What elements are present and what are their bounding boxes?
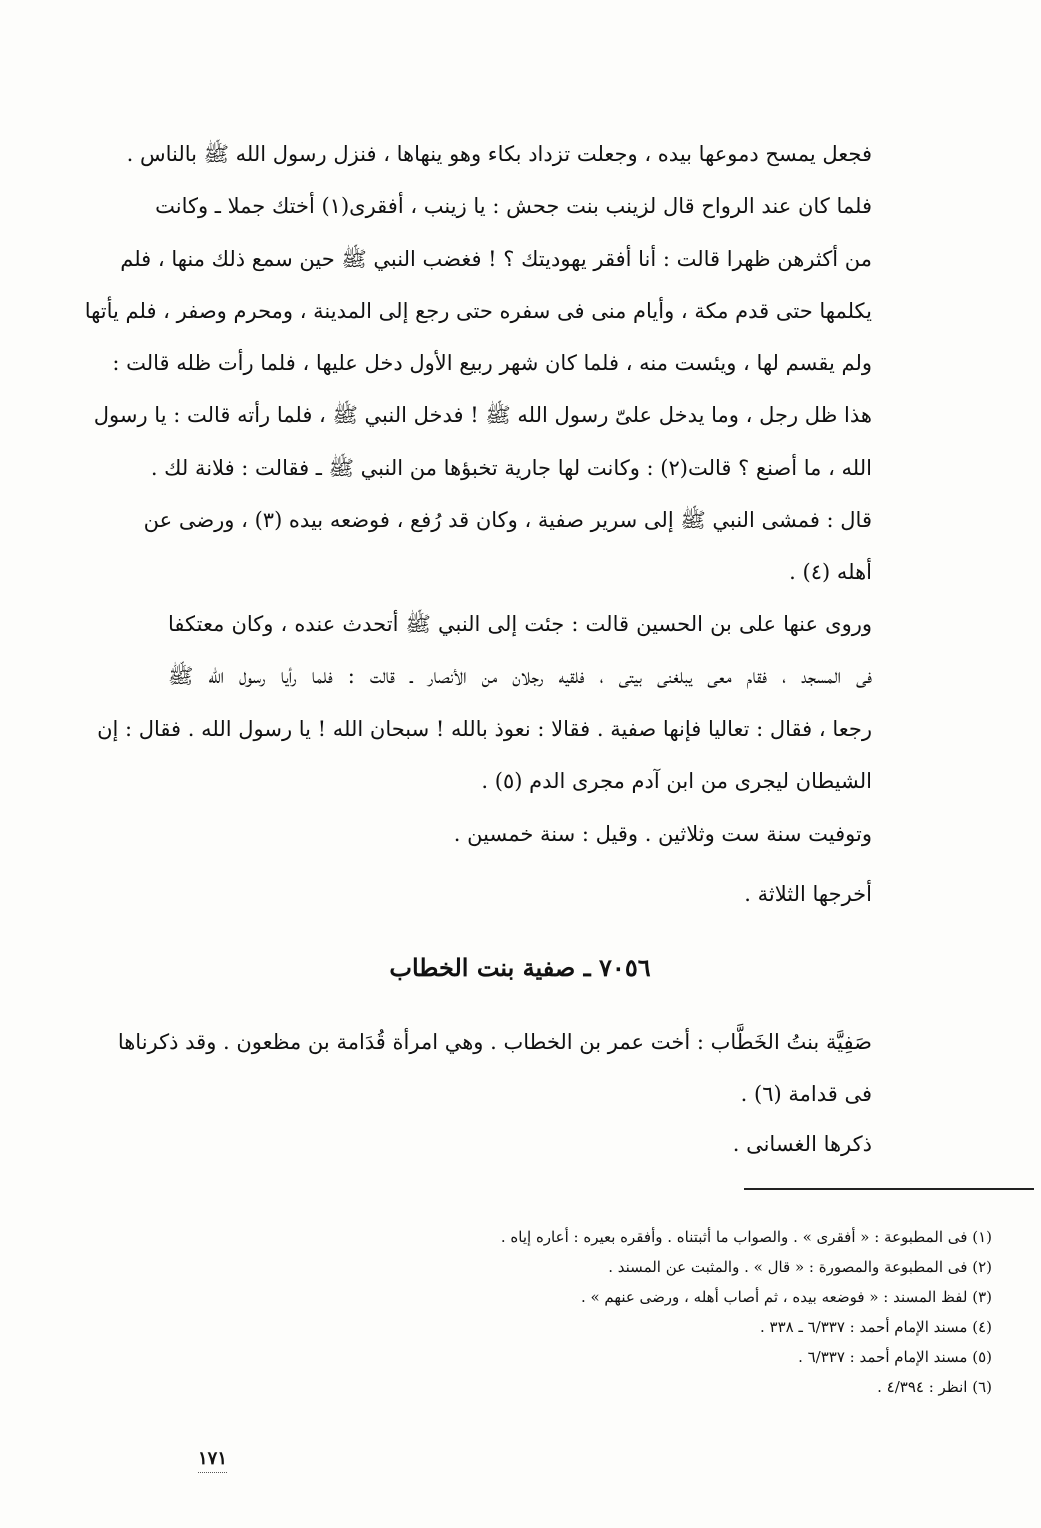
entry-heading: ٧٠٥٦ ـ صفية بنت الخطاب (389, 953, 651, 982)
text-line: قال : فمشى النبي ﷺ إلى سرير صفية ، وكان قد رُفع ، فوضعه بيده (٣) ، ورضى عن (143, 508, 872, 533)
text-line: أهله (٤) . (789, 560, 872, 585)
paragraph-safiyya-bint-khattab (117, 1016, 872, 1121)
text-line: وتوفيت سنة ست وثلاثين . وقيل : سنة خمسين . (453, 822, 872, 846)
text-line: وروى عنها على بن الحسين قالت : جئت إلى النبي ﷺ أتحدث عنده ، وكان معتكفا (168, 612, 872, 636)
text-line: رجعا ، فقال : تعاليا فإنها صفية . فقالا : نعوذ بالله ! سبحان الله ! يا رسول الله . فقال : إن (97, 716, 872, 741)
text-line: الله ، ما أصنع ؟ قالت(٢) : وكانت لها جارية تخبؤها من النبي ﷺ ـ فقالت : فلانة لك . (150, 455, 872, 480)
text-line: ولم يقسم لها ، ويئست منه ، فلما كان شهر ربيع الأول دخل عليها ، فلما رأت ظله قالت : (112, 351, 872, 376)
text-line: الشيطان ليجرى من ابن آدم مجرى الدم (٥) . (481, 768, 872, 793)
footnote-item: (٣) لفظ المسند : « فوضعه بيده ، ثم أصاب أهله ، ورضى عنهم » . (580, 1288, 992, 1306)
paragraph-death-date (168, 808, 872, 860)
text-line: ذكرها الغسانى . (732, 1132, 872, 1156)
paragraph-safiyya-story (84, 128, 872, 599)
page-number: ١٧١ (198, 1448, 228, 1469)
paragraph-ghassani (168, 1118, 872, 1170)
text-line: من أكثرهن ظهرا قالت : أنا أفقر يهوديتك ؟ ! فغضب النبي ﷺ حين سمع ذلك منها ، فلم (120, 246, 872, 271)
text-line: صَفِيَّة بنتُ الخَطَّاب : أخت عمر بن الخطاب . وهي امرأة قُدَامة بن مظعون . وقد ذكرناها (117, 1030, 872, 1054)
text-line: فى قدامة (٦) . (740, 1082, 872, 1107)
footnote-item: (٤) مسند الإمام أحمد : ٦/٣٣٧ ـ ٣٣٨ . (759, 1318, 992, 1336)
text-line: هذا ظل رجل ، وما يدخل علىّ رسول الله ﷺ ! فدخل النبي ﷺ ، فلما رأته قالت : يا رسول (93, 403, 872, 428)
footnote-item: (١) فى المطبوعة : « أفقرى » . والصواب ما أثبتناه . وأفقره بعيره : أعاره إياه . (500, 1228, 992, 1246)
text-line: فى المسجد ، فقام معى يبلغنى بيتى ، فلقيه رجلان من الأنصار ـ قالت : فلما رأيا رسول الله ﷺ (168, 664, 872, 689)
footnote-item: (٢) فى المطبوعة والمصورة : « قال » . والمثبت عن المسند . (608, 1258, 992, 1276)
text-line: يكلمها حتى قدم مكة ، وأيام منى فى سفره حتى رجع إلى المدينة ، ومحرم وصفر ، فلم يأتها (84, 298, 872, 323)
paragraph-sources (168, 868, 872, 920)
text-line: فلما كان عند الرواح قال لزينب بنت جحش : يا زينب ، أفقرى(١) أختك جملا ـ وكانت (155, 194, 872, 219)
footnote-item: (٦) انظر : ٤/٣٩٤ . (877, 1378, 992, 1396)
footnote-divider (744, 1188, 1034, 1190)
footnotes (380, 1222, 992, 1402)
text-line: أخرجها الثلاثة . (744, 882, 872, 906)
text-line: فجعل يمسح دموعها بيده ، وجعلت تزداد بكاء وهو ينهاها ، فنزل رسول الله ﷺ بالناس . (126, 142, 872, 166)
footnote-item: (٥) مسند الإمام أحمد : ٦/٣٣٧ . (798, 1348, 992, 1366)
paragraph-ali-narration (97, 598, 872, 807)
